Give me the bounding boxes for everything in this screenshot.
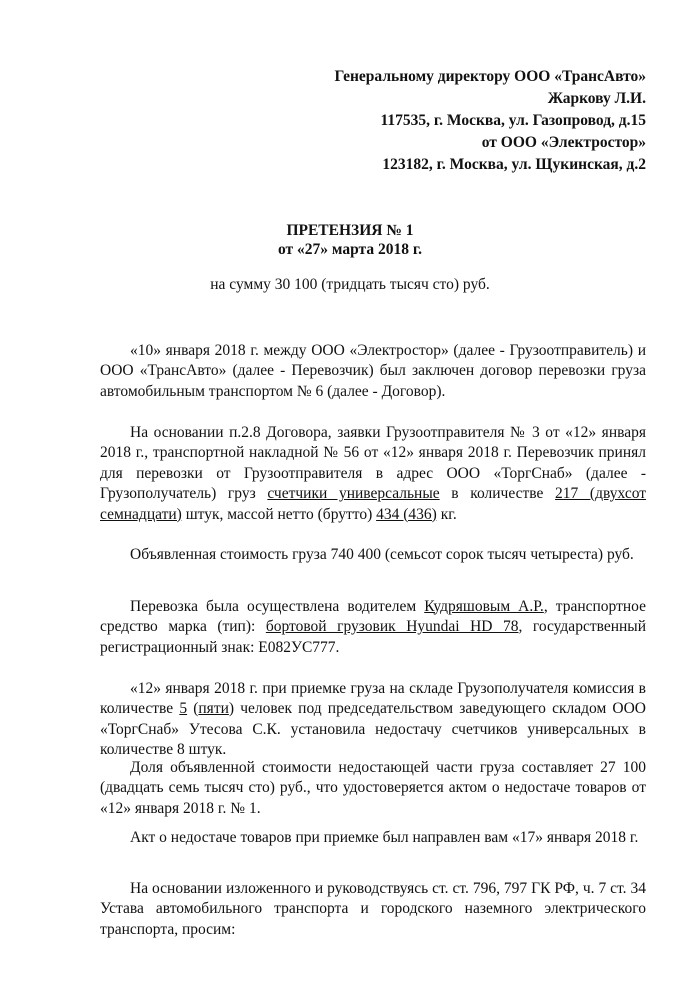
paragraph-act-sent: Акт о недостаче товаров при приемке был направлен вам «17» января 2018 г.: [130, 828, 639, 846]
commission-count-words: пяти: [198, 700, 229, 717]
addressee-line-1: Генеральному директору ООО «ТрансАвто»: [334, 68, 646, 85]
text-segment: ) человек под председательством заведующего складом ООО «ТоргСнаб» Утесова С.К. установила недостачу счетчиков универсальных в количестве 8 штук.: [100, 700, 646, 758]
text-segment: Перевозка была осуществлена водителем: [130, 597, 425, 615]
addressee-line-2: Жаркову Л.И.: [547, 90, 646, 107]
cargo-weight: 434 (436): [376, 505, 437, 523]
text-segment: штук, массой нетто (брутто): [181, 505, 377, 523]
text-segment: в количестве: [439, 485, 556, 502]
text-segment: «12» января 2018 г. при приемке груза на складе Грузополучателя комиссия в количестве: [100, 679, 646, 717]
cargo-name: счетчики универсальные: [267, 485, 440, 502]
addressee-block: [206, 66, 646, 176]
paragraph-cargo: [100, 423, 646, 526]
sender-line-1: от ООО «Электростор»: [481, 134, 646, 151]
paragraph-request: На основании изложенного и руководствуясь ст. ст. 796, 797 ГК РФ, ч. 7 ст. 34 Устава автомобильного транспорта и городского наземного электрического транспорта, просим:: [100, 879, 646, 938]
vehicle-type: бортовой грузовик Hyundai HD 78: [265, 618, 519, 635]
text-segment: , государственный регистрационный знак: Е082УС777.: [100, 618, 646, 656]
text-segment: (: [187, 700, 199, 717]
paragraph-shortage: [100, 679, 646, 761]
claim-amount: на сумму 30 100 (тридцать тысяч сто) руб.: [210, 276, 490, 293]
sender-line-2: 123182, г. Москва, ул. Щукинская, д.2: [382, 156, 646, 173]
text-segment: кг.: [436, 505, 457, 523]
driver-name: Кудряшовым А.Р.: [424, 597, 544, 615]
paragraph-declared-value: Объявленная стоимость груза 740 400 (семьсот сорок тысяч четыреста) руб.: [130, 545, 634, 563]
claim-date: от «27» марта 2018 г.: [278, 241, 422, 258]
text-segment: На основании п.2.8 Договора, заявки Грузоотправителя № 3 от «12» января 2018 г., транспортной накладной № 56 от «12» января 2018 г. Перевозчик принял для перевозки от Грузоотправителя в адрес ООО «ТоргСнаб» (далее - Грузополучатель) груз: [100, 423, 646, 502]
cargo-quantity: 217 (двухсот семнадцати): [100, 485, 647, 523]
addressee-line-3: 117535, г. Москва, ул. Газопровод, д.15: [380, 112, 646, 129]
commission-count: 5: [179, 700, 188, 717]
claim-heading: ПРЕТЕНЗИЯ № 1: [286, 222, 414, 239]
text-segment: , транспортное средство марка (тип):: [100, 597, 646, 635]
paragraph-shortage-value: Доля объявленной стоимости недостающей части груза составляет 27 100 (двадцать семь тысяч сто) руб., что удостоверяется актом о недостаче товаров от «12» января 2018 г. № 1.: [100, 758, 646, 817]
paragraph-driver: [100, 597, 646, 659]
paragraph-contract: «10» января 2018 г. между ООО «Электростор» (далее - Грузоотправитель) и ООО «ТрансАвто» (далее - Перевозчик) был заключен договор перевозки груза автомобильным транспортом № 6 (далее - Договор).: [100, 341, 646, 400]
